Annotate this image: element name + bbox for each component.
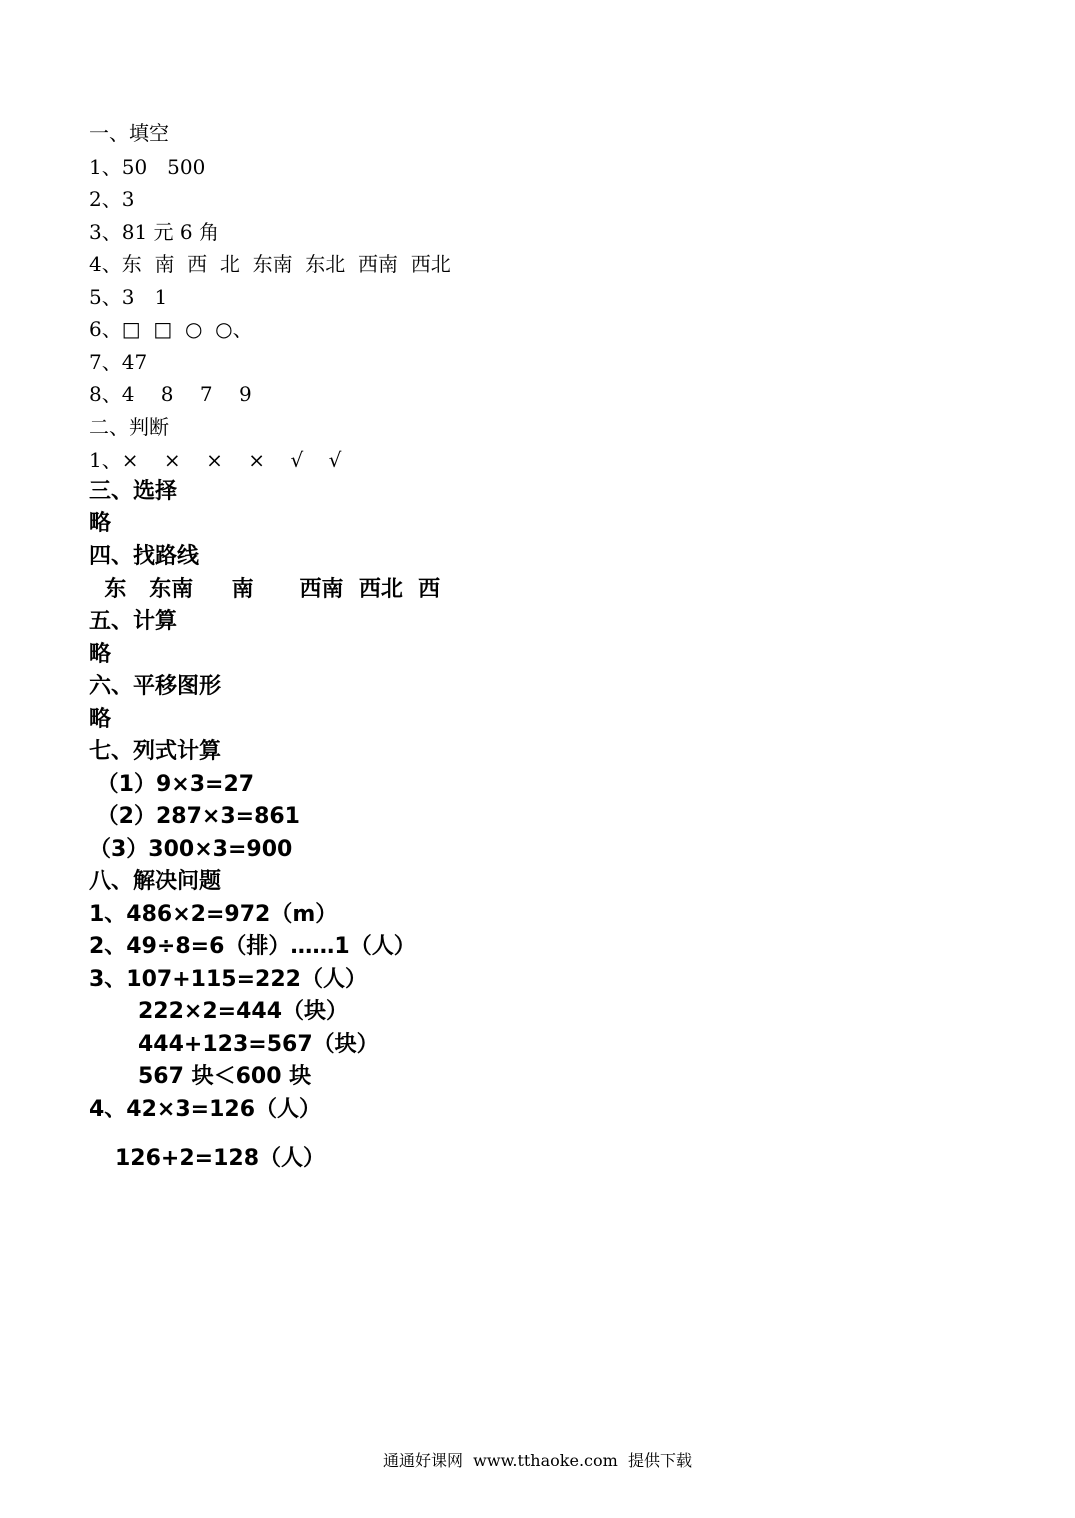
answer-line: 5、3 1 — [89, 285, 168, 309]
footer-text: 通通好课网 www.tthaoke.com 提供下载 — [383, 1451, 692, 1470]
section6-answer: 略 — [89, 707, 112, 732]
section3-title: 三、选择 — [89, 479, 178, 504]
answer-line: 2、3 — [89, 187, 135, 211]
calc-line: （2）287×3=861 — [89, 804, 300, 829]
section5-title: 五、计算 — [89, 609, 178, 634]
section2-title: 二、判断 — [89, 415, 169, 439]
problem-line: 444+123=567（块） — [138, 1032, 379, 1057]
answer-line: 6、□ □ ○ ○、 — [89, 317, 253, 341]
calc-line: （1）9×3=27 — [89, 772, 255, 797]
problem-line: 126+2=128（人） — [115, 1146, 326, 1171]
section8-title: 八、解决问题 — [89, 869, 222, 894]
section1-title: 一、填空 — [89, 121, 169, 145]
calc-line: （3）300×3=900 — [89, 837, 293, 862]
answer-line: 4、东 南 西 北 东南 东北 西南 西北 — [89, 252, 451, 276]
problem-line: 2、49÷8=6（排）……1（人） — [89, 934, 416, 959]
answer-line: 1、50 500 — [89, 155, 206, 179]
answer-line: 8、4 8 7 9 — [89, 382, 252, 406]
answer-line: 7、47 — [89, 350, 148, 374]
section4-answer: 东 东南 南 西南 西北 西 — [89, 577, 441, 602]
section3-answer: 略 — [89, 511, 112, 536]
section7-title: 七、列式计算 — [89, 739, 222, 764]
problem-line: 567 块＜600 块 — [138, 1064, 312, 1089]
problem-line: 1、486×2=972（m） — [89, 902, 338, 927]
problem-line: 4、42×3=126（人） — [89, 1097, 322, 1122]
answer-line: 3、81 元 6 角 — [89, 220, 219, 244]
section6-title: 六、平移图形 — [89, 674, 222, 699]
section4-title: 四、找路线 — [89, 544, 200, 569]
section5-answer: 略 — [89, 642, 112, 667]
problem-line: 3、107+115=222（人） — [89, 967, 367, 992]
answer-line: 1、× × × × √ √ — [89, 448, 342, 472]
problem-line: 222×2=444（块） — [138, 999, 349, 1024]
